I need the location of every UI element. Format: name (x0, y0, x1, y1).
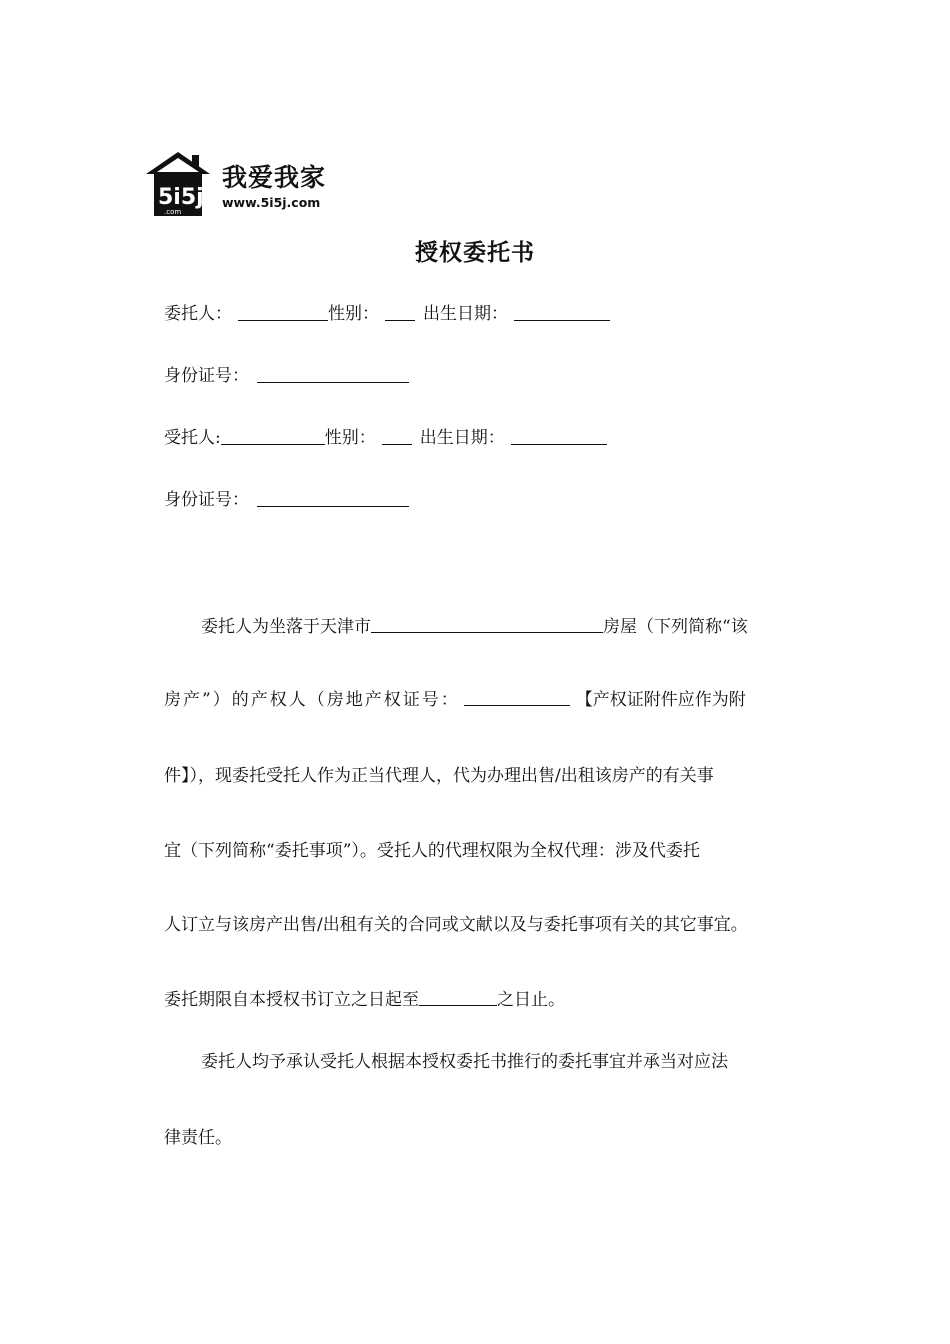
house-logo-icon (146, 150, 216, 218)
principal-birth-blank[interactable] (514, 319, 610, 321)
body-text: 委托人均予承认受托人根据本授权委托书推行的委托事宜并承当对应法 (201, 1052, 728, 1072)
body-text: 件】），现委托受托人作为正当代理人，代为办理出售/出租该房产的有关事 (164, 766, 714, 786)
certificate-number-blank[interactable] (464, 704, 570, 706)
document-title: 授权委托书 (415, 240, 535, 266)
body-line-2 (164, 686, 746, 710)
body-text: 【产权证附件应作为附 (575, 690, 746, 710)
agent-id-blank[interactable] (257, 505, 409, 507)
agent-id-row (164, 488, 409, 510)
body-text: 委托人为坐落于天津市 (201, 617, 371, 637)
body-line-7 (201, 1048, 728, 1072)
agent-birth-label: 出生日期： (419, 428, 505, 448)
body-text: 之日止。 (497, 990, 565, 1010)
body-text: 律责任。 (164, 1128, 232, 1148)
body-line-3 (164, 762, 714, 786)
body-line-1 (201, 613, 748, 637)
principal-id-blank[interactable] (257, 381, 409, 383)
company-logo (146, 150, 346, 218)
principal-id-row (164, 364, 409, 386)
svg-text:.com: .com (164, 208, 182, 216)
brand-name: 我爱我家 (222, 163, 327, 192)
body-text: 房屋（下列简称“该 (603, 617, 748, 637)
principal-id-label: 身份证号： (164, 366, 249, 386)
brand-url: www.5i5j.com (222, 195, 321, 210)
principal-gender-blank[interactable] (385, 319, 415, 321)
body-line-5 (164, 911, 748, 935)
term-end-date-blank[interactable] (419, 1004, 497, 1006)
agent-info-row (164, 426, 607, 448)
svg-text:5i5j: 5i5j (158, 185, 204, 210)
agent-label: 受托人: (164, 428, 221, 448)
principal-name-blank[interactable] (238, 319, 328, 321)
body-line-4 (164, 837, 700, 861)
agent-gender-label: 性别： (324, 428, 376, 448)
agent-gender-blank[interactable] (382, 443, 412, 445)
body-text: 委托期限自本授权书订立之日起至 (164, 990, 419, 1010)
body-text: 人订立与该房产出售/出租有关的合同或文献以及与委托事项有关的其它事宜。 (164, 915, 748, 935)
body-text: 宜（下列简称“委托事项”）。受托人的代理权限为全权代理：涉及代委托 (164, 841, 700, 861)
body-line-8 (164, 1124, 232, 1148)
principal-info-row (164, 302, 610, 324)
body-line-6 (164, 986, 565, 1010)
property-address-blank[interactable] (371, 631, 603, 633)
agent-birth-blank[interactable] (511, 443, 607, 445)
principal-label: 委托人： (164, 304, 232, 324)
body-text: 房产”）的产权人（房地产权证号： (164, 690, 460, 710)
agent-name-blank[interactable] (221, 443, 325, 445)
agent-id-label: 身份证号： (164, 490, 249, 510)
principal-gender-label: 性别： (328, 304, 379, 324)
principal-birth-label: 出生日期： (423, 304, 508, 324)
